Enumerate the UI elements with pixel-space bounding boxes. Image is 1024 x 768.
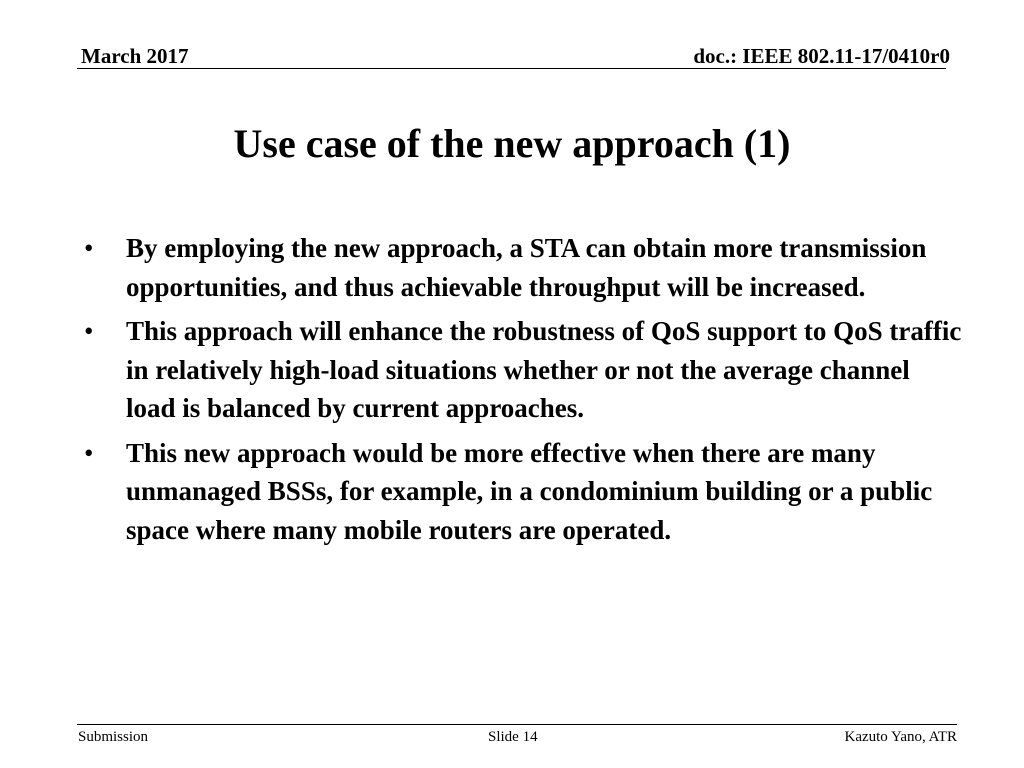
footer-submission: Submission [78, 729, 149, 745]
bullet-text: By employing the new approach, a STA can obtain more transmission opportunities, and thus achievable throughput will be increased. [126, 233, 927, 302]
bullet-list [84, 229, 964, 555]
bullet-item [84, 229, 964, 306]
footer-slide-number: Slide 14 [488, 729, 538, 745]
bullet-icon: • [84, 233, 94, 263]
header-date: March 2017 [81, 44, 189, 68]
slide-title: Use case of the new approach (1) [233, 121, 791, 166]
bullet-text: This new approach would be more effective when there are many unmanaged BSSs, for example, in a condominium building or a public space where many mobile routers are operated. [126, 437, 933, 545]
bullet-item [84, 312, 964, 428]
bullet-text: This approach will enhance the robustness of QoS support to QoS traffic in relatively high-load situations whether or not the average channel load is balanced by current approaches. [126, 316, 962, 423]
header-divider [77, 68, 946, 69]
bullet-icon: • [84, 316, 94, 346]
bullet-item [84, 434, 964, 550]
header-document-id: doc.: IEEE 802.11-17/0410r0 [693, 44, 950, 68]
footer-divider [77, 724, 957, 725]
bullet-icon: • [84, 437, 94, 468]
footer-author: Kazuto Yano, ATR [844, 729, 957, 745]
